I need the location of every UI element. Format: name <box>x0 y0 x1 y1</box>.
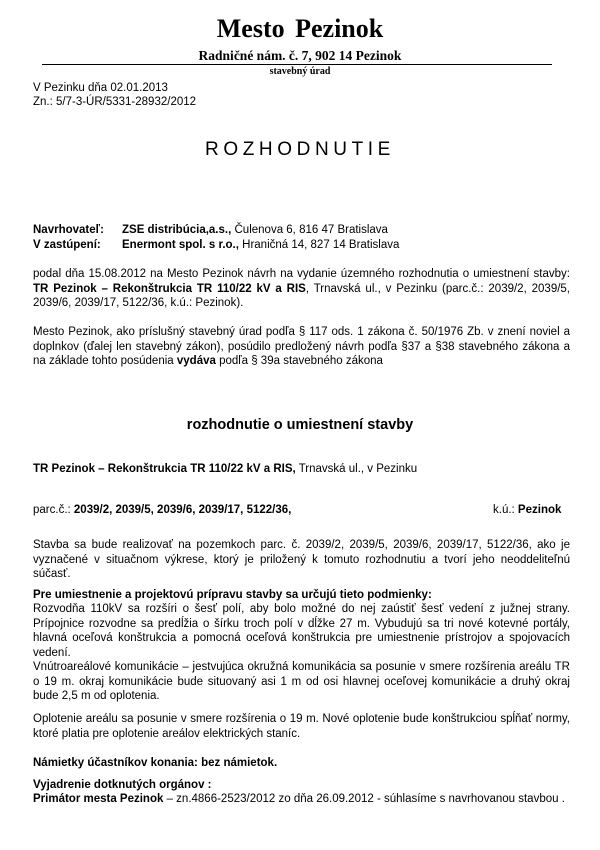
mayor-opinion <box>33 792 570 807</box>
proposer-row <box>33 223 573 238</box>
place-date: V Pezinku dňa 02.01.2013 <box>33 82 168 94</box>
intro-text-end: , Trnavská ul., v Pezinku (parc.č.: 2039/2, 2039/5, 2039/6, 2039/17, 5122/36, k.ú.: Pezinok). <box>33 282 571 309</box>
proposer-label: Navrhovateľ: <box>33 224 104 236</box>
authority-text-end: podľa § 39a stavebného zákona <box>215 355 383 367</box>
representative-row <box>33 238 573 253</box>
parcels-label: parc.č.: <box>33 504 71 516</box>
conditions-heading: Pre umiestnenie a projektovú prípravu stavby sa určujú tieto podmienky: <box>33 589 432 601</box>
ku-value: Pezinok <box>514 504 562 516</box>
proposer-name: ZSE distribúcia,a.s., <box>122 224 232 236</box>
mayor-label: Primátor mesta Pezinok <box>33 793 164 805</box>
reference-number: Zn.: 5/7-3-ÚR/5331-28932/2012 <box>33 96 197 108</box>
office-address: Radničné nám. č. 7, 902 14 Pezinok <box>198 48 402 63</box>
intro-project-name: TR Pezinok – Rekonštrukcia TR 110/22 kV a RIS <box>33 282 306 295</box>
office-name: stavebný úrad <box>269 66 331 77</box>
document-meta <box>33 81 333 109</box>
mayor-opinion-text: – zn.4866-2523/2012 zo dňa 26.09.2012 - súhlasíme s navrhovanou stavbou . <box>163 793 565 805</box>
objections-line: Námietky účastníkov konania: bez námietok. <box>33 757 278 769</box>
cadastral-area <box>493 503 561 518</box>
representative-name: Enermont spol. s r.o., <box>122 238 239 251</box>
representative-label: V zastúpení: <box>33 238 101 251</box>
proposer-address: Čulenova 6, 816 47 Bratislava <box>234 224 388 236</box>
intro-paragraph <box>33 267 570 311</box>
municipality-title: Mesto Pezinok <box>216 14 384 43</box>
opinions-heading: Vyjadrenie dotknutých orgánov : <box>33 779 212 791</box>
document-title: ROZHODNUTIE <box>205 139 395 160</box>
project-location: Trnavská ul., v Pezinku <box>295 463 418 475</box>
header-divider <box>42 64 552 65</box>
parcels-numbers: 2039/2, 2039/5, 2039/6, 2039/17, 5122/36, <box>70 504 292 516</box>
authority-issues: vydáva <box>176 355 216 367</box>
condition-substation: Rozvodňa 110kV sa rozšíri o šesť polí, aby bolo možné do nej zaústiť šesť vedení z južnej strany. Prípojnice rozvodne sa predĺžia o šírku troch polí v dĺžke 27 m. Vybudujú sa tri nové kotevné portály, hlavná oceľová konštrukcia a pomocná oceľová konštrukcia pre umiestnenie prístrojov a spojovacích vedení. <box>33 603 570 659</box>
parties-block <box>33 223 573 252</box>
decision-title: rozhodnutie o umiestnení stavby <box>186 417 414 433</box>
project-line <box>33 462 570 477</box>
authority-paragraph <box>33 325 570 369</box>
parcels-line <box>33 503 570 518</box>
location-paragraph: Stavba sa bude realizovať na pozemkoch parc. č. 2039/2, 2039/5, 2039/6, 2039/17, 5122/36, ako je vyznačené v situačnom výkrese, ktorý je priložený k tomuto rozhodnutiu a tvorí jeho neoddeliteľnú súčasť. <box>33 539 570 580</box>
authority-text: Mesto Pezinok, ako príslušný stavebný úrad podľa § 117 ods. 1 zákona č. 50/1976 Zb. v znení noviel a doplnkov (ďalej len stavebný zákon), posúdilo predložený návrh podľa §37 a §38 stavebného zákona a na základe tohto posúdenia <box>33 326 570 367</box>
condition-fencing: Oplotenie areálu sa posunie v smere rozšírenia o 19 m. Nové oplotenie bude konštrukciou spĺňať normy, ktoré platia pre oplotenie areálov elektrických staníc. <box>33 713 570 740</box>
ku-label: k.ú.: <box>493 504 515 516</box>
intro-text: podal dňa 15.08.2012 na Mesto Pezinok návrh na vydanie územného rozhodnutia o umiestnení stavby: <box>33 268 570 280</box>
representative-address: Hraničná 14, 827 14 Bratislava <box>242 238 400 251</box>
project-name: TR Pezinok – Rekonštrukcia TR 110/22 kV a RIS, <box>33 463 296 475</box>
condition-roads: Vnútroareálové komunikácie – jestvujúca okružná komunikácia sa posunie v smere rozšírenia areálu TR o 19 m. okraj komunikácie bude situovaný asi 1 m od osi hlavnej oceľovej komunikácie a druhý okraj bude 2,5 m od oplotenia. <box>33 661 570 702</box>
